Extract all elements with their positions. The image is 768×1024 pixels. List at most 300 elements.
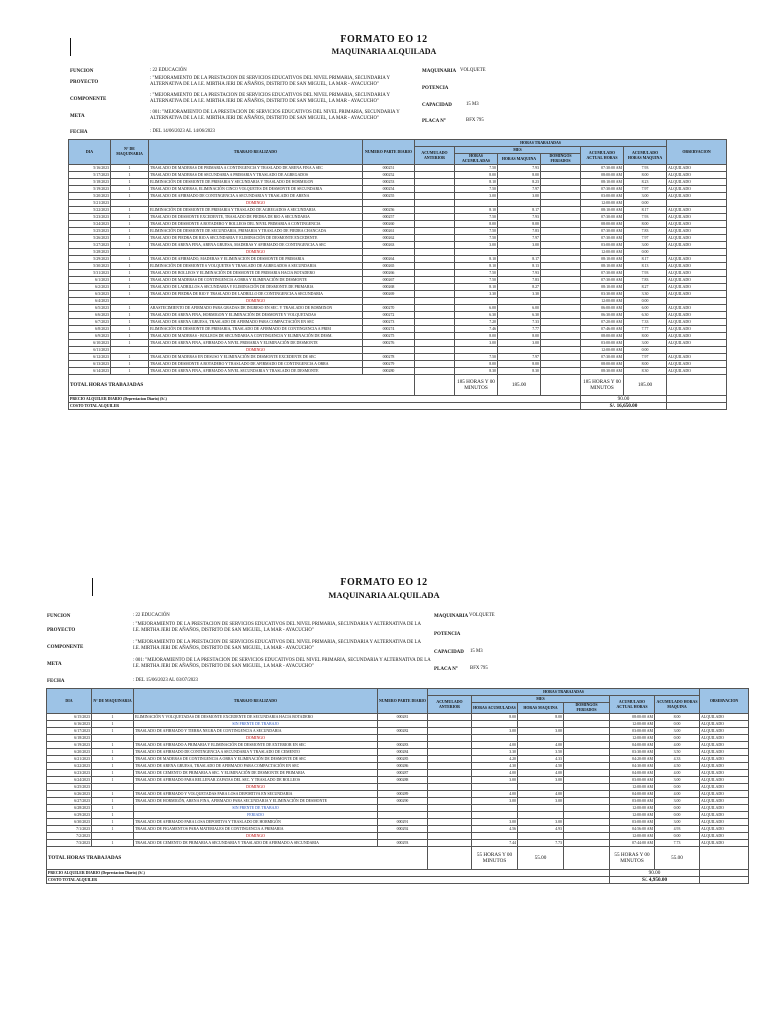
cell-parte (378, 721, 428, 728)
cell-dia: 6/27/2023 (47, 798, 92, 805)
cell-horas-maquina (518, 735, 564, 742)
cell-dia: 6/5/2023 (69, 305, 111, 312)
cell-observacion: ALQUILADO (667, 326, 727, 333)
cell-acum-actual: 04:00:00 AM (610, 742, 655, 749)
cell-acum-horas-maq: 3.50 (655, 749, 700, 756)
cell-horas-maquina: 3.00 (498, 340, 541, 347)
cell-horas-acum: 3.00 (472, 728, 518, 735)
cell-domingos (564, 714, 610, 721)
value-capacidad: 15 M3 (466, 102, 479, 107)
cell-acum-actual: 08:10:00 AM (581, 284, 624, 291)
cell-observacion: ALQUILADO (700, 791, 749, 798)
cell-observacion: ALQUILADO (667, 214, 727, 221)
label-fecha: FECHA (70, 130, 88, 135)
cell-domingos (564, 770, 610, 777)
cell-parte: 000251 (363, 165, 415, 172)
cell-acum-horas-maq: 8.30 (624, 368, 667, 375)
cell-domingos (564, 721, 610, 728)
cell-acum-horas-maq: 7.97 (624, 235, 667, 242)
cell-horas-maquina: 8.17 (498, 207, 541, 214)
cell-n-maquinaria: 1 (111, 312, 149, 319)
label-capacidad: CAPACIDAD (434, 650, 464, 655)
cell-observacion: ALQUILADO (667, 263, 727, 270)
cell-domingos (564, 749, 610, 756)
value-maquinaria: VOLQUETE (460, 68, 486, 73)
cell-trabajo: TRASLADO DE ARENA GRUESA, TRASLADO DE AFIRMADO PARA COMPACTACIÓN EN SEC (149, 319, 363, 326)
cell-acum-horas-maq: 0.00 (655, 735, 700, 742)
cell-n-maquinaria: 1 (111, 319, 149, 326)
cell-n-maquinaria: 1 (92, 728, 134, 735)
table-row (47, 805, 749, 812)
cell-parte: 000256 (363, 207, 415, 214)
cell-dia: 6/24/2023 (47, 777, 92, 784)
cell-acum-actual: 06:00:00 AM (581, 305, 624, 312)
cell-horas-maquina: 8.17 (498, 256, 541, 263)
cell-n-maquinaria: 1 (111, 186, 149, 193)
cell-horas-maquina (518, 812, 564, 819)
cell-acum-actual: 03:00:00 AM (610, 819, 655, 826)
cell-parte: 000263 (363, 242, 415, 249)
cell-horas-acum: 8.30 (455, 368, 498, 375)
cell-dia: 6/9/2023 (69, 333, 111, 340)
cell-trabajo: TRASLADO DE DESMONTE EXCEDENTE, TRASLADO DE PIEDRA DE RIO A SECUNDARIA (149, 214, 363, 221)
cell-acum-horas-maq: 3.30 (624, 291, 667, 298)
cell-trabajo: DOMINGO (149, 200, 363, 207)
cell-horas-acum: 4.00 (472, 742, 518, 749)
header-dia: DIA (69, 140, 111, 165)
label-placa: PLACA N° (434, 667, 458, 672)
cell-horas-acum: 3.00 (455, 242, 498, 249)
cell-trabajo: TRASLADO DE CEMENTO DE PRIMARIA A SEC. Y ELIMINACIÓN DE DESMONTE DE PRIMARIA (134, 770, 378, 777)
cell-horas-acum: 7.50 (455, 228, 498, 235)
value-proyecto: : "MEJORAMIENTO DE LA PRESTACION DE SERVICIOS EDUCATIVOS DEL NIVEL PRIMARIA, SECUNDARIA Y ALTERNATIVA DE LA I.E. MIRTHA JERI DE AÑAÑOS, DISTRITO DE SAN MIGUEL, LA MAR - AYACUCHO" (133, 622, 421, 633)
cell-acum-actual: 03:00:00 AM (610, 798, 655, 805)
header-horas-acum: HORAS ACUMULADAS (472, 703, 518, 714)
cell-horas-acum: 4.30 (472, 763, 518, 770)
cell-horas-acum: 8.00 (455, 361, 498, 368)
cell-n-maquinaria (92, 833, 134, 840)
cell-n-maquinaria: 1 (111, 340, 149, 347)
cell-domingos (564, 777, 610, 784)
cell-dia: 6/20/2023 (47, 749, 92, 756)
cell-acum-horas-maq: 0.00 (655, 784, 700, 791)
cell-horas-maquina: 8.00 (498, 221, 541, 228)
cell-parte: 000275 (363, 333, 415, 340)
label-componente: COMPONENTE (70, 97, 107, 102)
cell-acum-actual: 07:30:00 AM (581, 354, 624, 361)
cell-horas-acum: 7.50 (455, 235, 498, 242)
total-horas-acum: 185 HORAS Y 00 MINUTOS (455, 375, 498, 396)
cell-horas-acum (472, 812, 518, 819)
label-maquinaria: MAQUINARIA (422, 69, 457, 74)
cell-n-maquinaria: 1 (111, 228, 149, 235)
cell-trabajo: TRASLADO DE ARENA FINA, HORMIGON Y ELIMINACIÓN DE DESMONTE Y VOLQUETADAS (149, 312, 363, 319)
cell-parte (378, 812, 428, 819)
cell-domingos (564, 791, 610, 798)
cell-acum-anterior (428, 840, 472, 847)
cell-parte: 000289 (378, 791, 428, 798)
cell-parte: 000270 (363, 305, 415, 312)
cell-horas-maquina: 3.50 (518, 749, 564, 756)
cell-observacion: ALQUILADO (700, 721, 749, 728)
cell-acum-horas-maq: 0.00 (624, 249, 667, 256)
cell-trabajo: TRASLADO DE AFIRMADO Y VOLQUETADAS PARA LOSA DEPORTIVA EN SECUNDARIA (134, 791, 378, 798)
cell-trabajo: TRASLADO DE LADRILLOS A SECUNDARIA Y ELIMINACIÓN DE DESMONTE DE PRIMARIA (149, 284, 363, 291)
total-observacion (700, 847, 749, 870)
header-mes: MES (472, 696, 610, 703)
cell-dia: 6/18/2023 (47, 735, 92, 742)
cell-acum-actual: 08:00:00 AM (581, 361, 624, 368)
cell-n-maquinaria: 1 (111, 291, 149, 298)
cell-domingos (564, 805, 610, 812)
value-placa: BFX 795 (470, 666, 488, 671)
label-funcion: FUNCION (70, 69, 94, 74)
cell-acum-horas-maq: 0.00 (624, 200, 667, 207)
value-meta: : 001: "MEJORAMIENTO DE LA PRESTACION DE SERVICIOS EDUCATIVOS DEL NIVEL PRIMARIA, SECUNDARIA Y ALTERNATIVA DE LA I.E. MIRTHA JERI DE AÑAÑOS, DISTRITO DE SAN MIGUEL, LA MAR - AYACUCHO" (150, 110, 400, 121)
cell-trabajo: TRASLADO DE AFIRMADO Y TIERRA NEGRA DE CONTINGENCIA A SECUNDARIA (134, 728, 378, 735)
cell-parte: 000285 (378, 756, 428, 763)
cell-n-maquinaria: 1 (92, 742, 134, 749)
header-horas-trabajadas: HORAS TRABAJADAS (415, 140, 667, 147)
header-horas-trabajadas: HORAS TRABAJADAS (428, 689, 700, 696)
cell-dia: 5/22/2023 (69, 207, 111, 214)
cell-acum-actual: 12:00:00 AM (610, 812, 655, 819)
cell-acum-actual: 08:00:00 AM (610, 714, 655, 721)
cell-observacion: ALQUILADO (700, 777, 749, 784)
cell-horas-maquina (518, 784, 564, 791)
cell-n-maquinaria: 1 (92, 819, 134, 826)
cell-acum-actual: 12:00:00 AM (610, 721, 655, 728)
cell-horas-maquina: 3.00 (518, 798, 564, 805)
cell-acum-actual: 12:00:00 AM (581, 347, 624, 354)
cell-horas-maquina: 8.13 (498, 263, 541, 270)
costo-empty (700, 877, 749, 884)
cell-horas-maquina: 8.00 (518, 714, 564, 721)
cell-horas-acum: 4.00 (472, 791, 518, 798)
cell-dia: 5/24/2023 (69, 221, 111, 228)
cell-dia: 6/19/2023 (47, 742, 92, 749)
cell-n-maquinaria: 1 (111, 193, 149, 200)
cell-acum-horas-maq: 3.00 (624, 242, 667, 249)
total-domingos (564, 847, 610, 870)
total-acum-horas-maq: 185.00 (624, 375, 667, 396)
cell-observacion: ALQUILADO (700, 756, 749, 763)
cell-dia: 5/20/2023 (69, 193, 111, 200)
cell-parte (378, 784, 428, 791)
cell-trabajo: DOMINGO (134, 784, 378, 791)
cell-dia: 6/21/2023 (47, 756, 92, 763)
cell-horas-maquina: 7.83 (498, 277, 541, 284)
cell-dia: 5/18/2023 (69, 179, 111, 186)
cell-horas-maquina: 7.77 (498, 326, 541, 333)
cell-horas-maquina: 3.00 (518, 777, 564, 784)
table-row (47, 749, 749, 756)
cell-parte (378, 833, 428, 840)
cell-n-maquinaria: 1 (92, 749, 134, 756)
cell-observacion: ALQUILADO (700, 763, 749, 770)
cell-n-maquinaria: 1 (92, 805, 134, 812)
cell-trabajo: TRASLADO DE ARENA GRUESA, TRASLADO DE AFIRMADO PARA COMPACTACIÓN EN SEC (134, 763, 378, 770)
total-acum-actual: 185 HORAS Y 00 MINUTOS (581, 375, 624, 396)
cell-acum-horas-maq: 3.00 (655, 777, 700, 784)
cell-horas-maquina: 7.93 (498, 165, 541, 172)
cell-n-maquinaria: 1 (92, 826, 134, 833)
cell-dia: 6/1/2023 (69, 277, 111, 284)
cell-acum-anterior (428, 770, 472, 777)
cell-horas-acum: 7.20 (455, 319, 498, 326)
cell-horas-acum: 7.50 (455, 277, 498, 284)
cell-acum-actual: 03:30:00 AM (610, 749, 655, 756)
cell-acum-anterior (428, 714, 472, 721)
header-observacion: OBSERVACION (667, 140, 727, 165)
cell-acum-horas-maq: 8.00 (655, 714, 700, 721)
cell-acum-anterior (428, 721, 472, 728)
cell-horas-maquina: 8.30 (498, 368, 541, 375)
cell-acum-actual: 04:00:00 AM (610, 770, 655, 777)
cell-horas-acum (472, 784, 518, 791)
label-potencia: POTENCIA (422, 86, 449, 91)
cell-horas-maquina: 4.33 (518, 756, 564, 763)
cell-acum-actual: 07:30:00 AM (581, 165, 624, 172)
cell-acum-actual: 06:30:00 AM (581, 312, 624, 319)
cell-horas-acum: 8.10 (455, 263, 498, 270)
cell-acum-anterior (428, 728, 472, 735)
cell-observacion: ALQUILADO (700, 833, 749, 840)
label-maquinaria: MAQUINARIA (434, 614, 469, 619)
cell-horas-acum: 4.00 (472, 770, 518, 777)
value-capacidad: 15 M3 (470, 649, 483, 654)
cell-parte: 000268 (363, 284, 415, 291)
cell-trabajo: DOMINGO (134, 833, 378, 840)
costo-label: COSTO TOTAL ALQUILER (47, 877, 610, 884)
precio-value: 90.00 (610, 870, 700, 877)
cell-n-maquinaria: 1 (92, 777, 134, 784)
cell-observacion: ALQUILADO (667, 340, 727, 347)
cell-horas-maquina: 3.30 (498, 291, 541, 298)
cell-acum-actual: 04:00:00 AM (610, 791, 655, 798)
label-capacidad: CAPACIDAD (422, 103, 452, 108)
table-row (47, 812, 749, 819)
table-row (47, 791, 749, 798)
cell-acum-actual: 08:10:00 AM (581, 256, 624, 263)
label-componente: COMPONENTE (47, 645, 84, 650)
cell-parte: 000254 (363, 186, 415, 193)
cell-acum-horas-maq: 3.00 (655, 728, 700, 735)
table-row (47, 819, 749, 826)
cell-n-maquinaria: 1 (111, 256, 149, 263)
cell-acum-horas-maq: 0.00 (624, 347, 667, 354)
cell-n-maquinaria: 1 (92, 812, 134, 819)
cell-acum-horas-maq: 6.00 (624, 305, 667, 312)
cell-trabajo: TRASLADO DE AFIRMADO DE CONTINGENCIA A SECUNDARIA Y TRASLADO DE ARENA (149, 193, 363, 200)
cell-horas-acum: 8.00 (472, 714, 518, 721)
cell-horas-maquina: 3.00 (518, 728, 564, 735)
cell-horas-acum: 7.50 (455, 165, 498, 172)
cell-domingos (564, 784, 610, 791)
cell-trabajo: SIN FRENTE DE TRABAJO (134, 721, 378, 728)
cell-trabajo: TRASLADO DE ARENA FINA, AFIRMADO A NIVEL SECUNDARIA Y TRASLADO DE DESMONTE (149, 368, 363, 375)
cell-domingos (564, 763, 610, 770)
header-dia: DIA (47, 689, 92, 714)
cell-acum-actual: 07:44:00 AM (610, 840, 655, 847)
cell-dia: 5/30/2023 (69, 263, 111, 270)
cell-trabajo: TRASLADO DE AFIRMADO A PRIMARIA Y ELIMINACIÓN DE DESMONTE DE EXTERIOR EN SEC (134, 742, 378, 749)
header-parte: NUMERO PARTE DIARIO (363, 140, 415, 165)
value-maquinaria: VOLQUETE (469, 613, 495, 618)
cell-horas-acum: 4.56 (472, 826, 518, 833)
cell-acum-anterior (428, 784, 472, 791)
cell-n-maquinaria: 1 (111, 165, 149, 172)
cell-acum-horas-maq: 8.27 (624, 284, 667, 291)
cell-acum-anterior (428, 826, 472, 833)
cell-parte: 000284 (378, 749, 428, 756)
cell-acum-actual: 07:30:00 AM (581, 186, 624, 193)
cell-horas-maquina: 7.93 (498, 214, 541, 221)
cell-n-maquinaria: 1 (111, 179, 149, 186)
cell-dia: 5/17/2023 (69, 172, 111, 179)
cell-acum-horas-maq: 7.93 (624, 165, 667, 172)
cell-parte: 000267 (363, 277, 415, 284)
rental-hours-table (46, 688, 749, 884)
header-horas-acum: HORAS ACUMULADAS (455, 154, 498, 165)
cell-acum-actual: 07:30:00 AM (581, 228, 624, 235)
cell-acum-horas-maq: 8.00 (624, 361, 667, 368)
cell-trabajo: ELIMINACIÓN DE DESMONTE DE PRIMARIA, TRASLADO DE AFIRMADO DE CONTINGENCIA A PRIM (149, 326, 363, 333)
cell-acum-horas-maq: 3.00 (624, 340, 667, 347)
cell-dia: 6/23/2023 (47, 770, 92, 777)
cell-observacion: ALQUILADO (667, 256, 727, 263)
cell-acum-horas-maq: 7.83 (624, 228, 667, 235)
cell-acum-anterior (428, 777, 472, 784)
cell-acum-horas-maq: 7.33 (624, 319, 667, 326)
cell-horas-maquina: 4.00 (518, 791, 564, 798)
cell-trabajo: TRASLADO DE DESMONTE A BOTADERO Y TRASLADO DE AFIRMADO DE CONTINGENCIA A OBRA (149, 361, 363, 368)
cell-n-maquinaria: 1 (92, 763, 134, 770)
cell-dia: 7/3/2023 (47, 840, 92, 847)
cell-acum-actual: 03:00:00 AM (581, 340, 624, 347)
cell-acum-horas-maq: 0.00 (655, 805, 700, 812)
cell-horas-acum: 6.00 (455, 305, 498, 312)
cell-acum-actual: 12:00:00 AM (581, 200, 624, 207)
header-n-maquinaria: N° DE MAQUINARIA (92, 689, 134, 714)
cell-acum-actual: 07:30:00 AM (581, 235, 624, 242)
cell-trabajo: ELIMINACIÓN Y VOLQUETADAS DE DESMONTE EXCEDENTE DE SECUNDARIA HACIA BOTADERO (134, 714, 378, 721)
cell-observacion: ALQUILADO (700, 826, 749, 833)
cell-observacion: ALQUILADO (667, 193, 727, 200)
table-row (47, 784, 749, 791)
total-horas-maquina: 185.00 (498, 375, 541, 396)
cell-acum-horas-maq: 0.00 (655, 833, 700, 840)
cell-parte: 000273 (363, 319, 415, 326)
cell-domingos (564, 728, 610, 735)
cell-dia: 7/1/2023 (47, 826, 92, 833)
cell-acum-actual: 12:00:00 AM (610, 833, 655, 840)
cell-parte: 000260 (363, 221, 415, 228)
cell-acum-actual: 07:20:00 AM (581, 319, 624, 326)
cell-observacion: ALQUILADO (700, 784, 749, 791)
cell-acum-horas-maq: 8.00 (624, 333, 667, 340)
cell-domingos (564, 826, 610, 833)
form-title: FORMATO EO 12 (340, 34, 428, 45)
cell-horas-maquina: 7.83 (498, 228, 541, 235)
cell-observacion: ALQUILADO (700, 735, 749, 742)
cell-dia: 6/25/2023 (47, 784, 92, 791)
cell-acum-horas-maq: 4.00 (655, 770, 700, 777)
cell-acum-actual: 12:00:00 AM (610, 805, 655, 812)
label-meta: META (47, 662, 62, 667)
cell-n-maquinaria: 1 (111, 214, 149, 221)
cell-observacion: ALQUILADO (667, 312, 727, 319)
cell-acum-actual: 03:00:00 AM (610, 728, 655, 735)
cell-acum-horas-maq: 8.17 (624, 256, 667, 263)
cell-observacion: ALQUILADO (700, 728, 749, 735)
cell-observacion: ALQUILADO (667, 284, 727, 291)
cell-acum-anterior (428, 798, 472, 805)
cell-horas-maquina (518, 833, 564, 840)
cell-parte: 000253 (363, 179, 415, 186)
total-horas-acum: 55 HORAS Y 00 MINUTOS (472, 847, 518, 870)
cell-dia: 6/17/2023 (47, 728, 92, 735)
table-body (47, 714, 749, 847)
cell-parte: 000291 (378, 819, 428, 826)
cell-trabajo: TRASLADO DE AFIRMADO, MADERAS Y ELIMINACION DE DESMONTE DE PRIMARIA (149, 256, 363, 263)
total-acum-horas-maq: 55.00 (655, 847, 700, 870)
cell-parte: 000261 (363, 228, 415, 235)
label-fecha: FECHA (47, 679, 65, 684)
cell-dia: 6/8/2023 (69, 326, 111, 333)
cell-dia: 6/6/2023 (69, 312, 111, 319)
table-row (47, 840, 749, 847)
cell-acum-actual: 03:30:00 AM (581, 291, 624, 298)
header-observacion: OBSERVACION (700, 689, 749, 714)
cell-horas-acum: 3.30 (455, 291, 498, 298)
cell-observacion: ALQUILADO (700, 714, 749, 721)
cell-dia: 6/29/2023 (47, 812, 92, 819)
cell-observacion: ALQUILADO (667, 165, 727, 172)
cell-observacion: ALQUILADO (667, 242, 727, 249)
cell-trabajo: TRASLADO DE MADERAS DE CONTINGENCIA A OBRA Y ELIMINACIÓN DE DESMONTE (149, 277, 363, 284)
cell-n-maquinaria: 1 (111, 235, 149, 242)
cell-dia: 6/28/2023 (47, 805, 92, 812)
cell-horas-acum: 8.10 (455, 179, 498, 186)
cell-parte: 000252 (363, 172, 415, 179)
cell-n-maquinaria: 1 (111, 354, 149, 361)
table-row (47, 735, 749, 742)
cell-n-maquinaria: 1 (111, 172, 149, 179)
cell-acum-horas-maq: 8.23 (624, 179, 667, 186)
cell-dia: 5/28/2023 (69, 249, 111, 256)
table-row (47, 742, 749, 749)
header-mes: MES (455, 147, 581, 154)
cell-trabajo: TRASLADO DE BOLLEOS Y ELIMINACIÓN DE DESMONTE DE PRIMARIA HACIA BOTADERO (149, 270, 363, 277)
cell-parte: 000276 (363, 340, 415, 347)
cell-horas-maquina: 7.93 (498, 270, 541, 277)
cell-horas-maquina: 6.00 (498, 305, 541, 312)
cell-observacion: ALQUILADO (667, 221, 727, 228)
cell-parte: 000274 (363, 326, 415, 333)
cell-parte: 000279 (363, 361, 415, 368)
table-row (47, 798, 749, 805)
cell-acum-horas-maq: 8.17 (624, 207, 667, 214)
cell-horas-maquina: 7.33 (498, 319, 541, 326)
cell-parte: 000283 (378, 742, 428, 749)
cell-acum-actual: 07:30:00 AM (581, 277, 624, 284)
cell-domingos (564, 812, 610, 819)
cell-horas-maquina: 4.93 (518, 826, 564, 833)
table-row (47, 777, 749, 784)
cell-parte: 000257 (363, 214, 415, 221)
cell-n-maquinaria: 1 (111, 361, 149, 368)
